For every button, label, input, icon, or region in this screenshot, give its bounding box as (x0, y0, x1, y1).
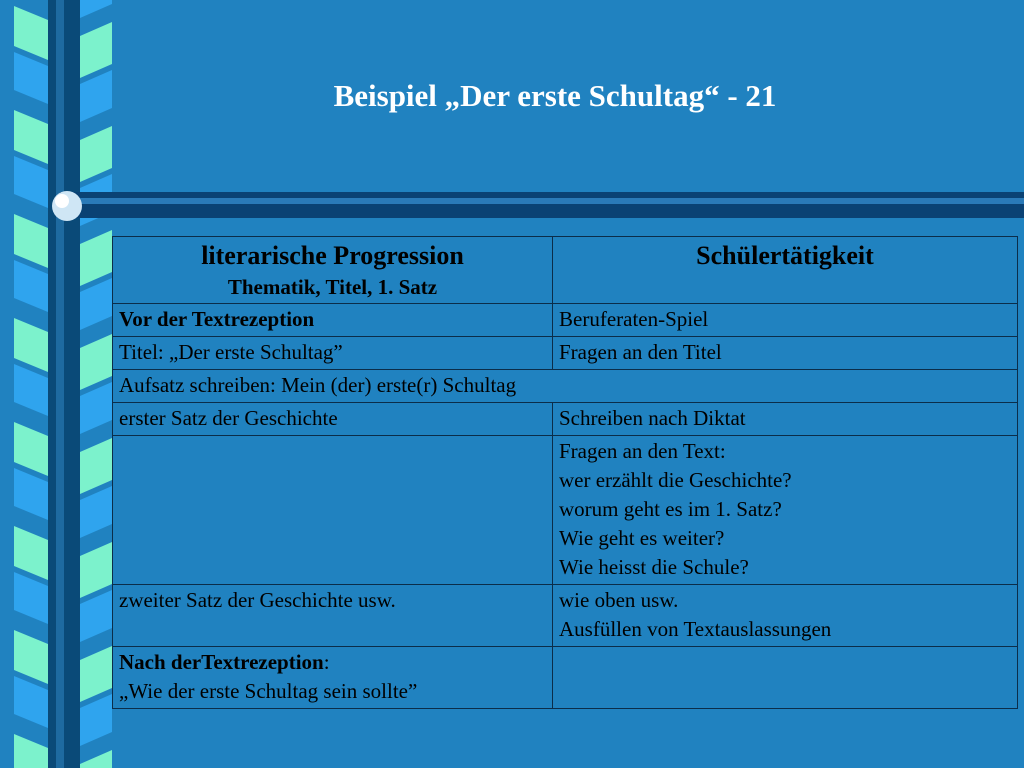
ribbon-segment-light (80, 542, 112, 598)
ribbon-segment-light (14, 318, 48, 372)
ribbon-segment-light (80, 22, 112, 78)
row-cell: Fragen an den Titel (553, 337, 1018, 370)
ribbon-segment-blue (80, 382, 112, 434)
ribbon-segment-light (14, 526, 48, 580)
cell-line: wie oben usw. (559, 588, 679, 612)
row-cell: erster Satz der Geschichte (113, 403, 553, 436)
table-row (113, 585, 1018, 647)
cell-line: worum geht es im 1. Satz? (559, 497, 782, 521)
cell-line: wer erzählt die Geschichte? (559, 468, 792, 492)
ribbon-segment-light (80, 230, 112, 286)
ribbon-segment-blue (14, 52, 48, 104)
ribbon-segment-blue (14, 676, 48, 728)
ribbon-segment-light (14, 6, 48, 60)
ribbon-segment-light (80, 438, 112, 494)
ribbon-segment-light (80, 750, 112, 768)
row-cell: Beruferaten-Spiel (553, 304, 1018, 337)
ribbon-segment-light (14, 110, 48, 164)
ribbon-segment-blue (80, 0, 112, 18)
row-cell: zweiter Satz der Geschichte usw. (113, 585, 553, 647)
ribbon-segment-light (14, 422, 48, 476)
cell-colon: : (323, 650, 330, 674)
cell-line: Wie geht es weiter? (559, 526, 725, 550)
table-header-row (113, 237, 1018, 304)
cell-line: Ausfüllen von Textauslassungen (559, 617, 832, 641)
row-cell (113, 436, 553, 585)
table-row (113, 436, 1018, 585)
ribbon-segment-light (80, 646, 112, 702)
ribbon-segment-blue (14, 156, 48, 208)
ribbon-segment-blue (14, 468, 48, 520)
table-row (113, 337, 1018, 370)
row-cell: Schreiben nach Diktat (553, 403, 1018, 436)
row-cell: Vor der Textrezeption (113, 304, 553, 337)
row-cell (113, 647, 553, 709)
cell-bold-label: Nach derTextrezeption (119, 650, 324, 674)
ribbon-segment-blue (14, 260, 48, 312)
row-cell (553, 436, 1018, 585)
header-activity-title: Schülertätigkeit (696, 241, 874, 270)
row-cell: Titel: „Der erste Schultag” (113, 337, 553, 370)
table-row (113, 370, 1018, 403)
ribbon-segment-light (80, 126, 112, 182)
header-cell-progression (113, 237, 553, 304)
ribbon-segment-light (80, 334, 112, 390)
header-cell-activity (553, 237, 1018, 304)
ribbon-segment-blue (80, 486, 112, 538)
ribbon-segment-blue (80, 590, 112, 642)
table-row (113, 647, 1018, 709)
sphere-icon (52, 191, 82, 221)
row-cell (553, 647, 1018, 709)
ribbon-segment-blue (14, 364, 48, 416)
ribbon-segment-blue (80, 70, 112, 122)
ribbon-segment-light (14, 630, 48, 684)
ribbon-segment-blue (14, 572, 48, 624)
slide-title: Beispiel „Der erste Schultag“ - 21 (333, 78, 777, 113)
header-progression-title: literarische Progression (201, 241, 464, 270)
ribbon-segment-light (14, 734, 48, 768)
sphere-shine (55, 194, 69, 208)
cell-line: Wie heisst die Schule? (559, 555, 749, 579)
ribbon-segment-light (14, 214, 48, 268)
pole-highlight (56, 0, 64, 768)
row-cell-span: Aufsatz schreiben: Mein (der) erste(r) Schultag (113, 370, 1018, 403)
table-row (113, 304, 1018, 337)
cell-line: „Wie der erste Schultag sein sollte” (119, 679, 418, 703)
progression-table (112, 236, 1018, 709)
cell-line: Fragen an den Text: (559, 439, 726, 463)
ribbon-segment-blue (80, 278, 112, 330)
title-rule-highlight (60, 198, 1024, 204)
title-rule (60, 192, 1024, 218)
ribbon-segment-blue (80, 694, 112, 746)
row-cell (553, 585, 1018, 647)
table-row (113, 403, 1018, 436)
header-progression-subtitle: Thematik, Titel, 1. Satz (227, 275, 438, 299)
